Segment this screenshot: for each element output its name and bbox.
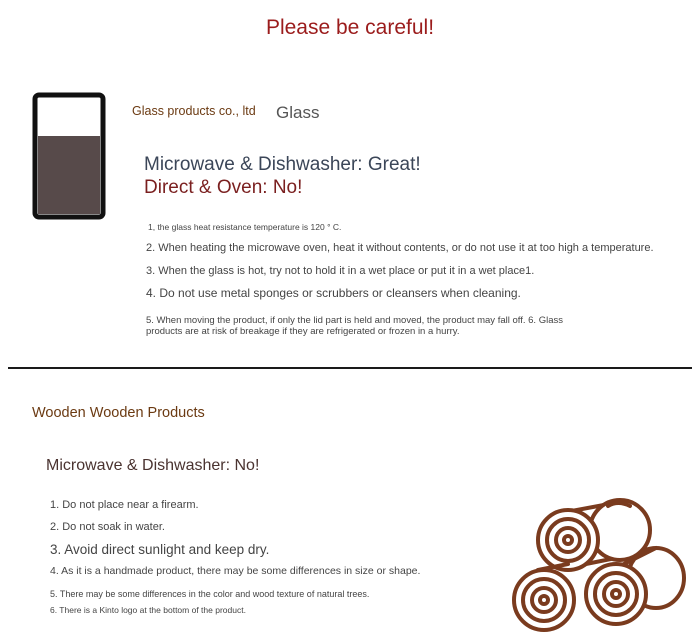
wood-note: 1. Do not place near a firearm.	[50, 499, 199, 511]
wood-logs-icon	[508, 494, 688, 641]
company-name: Glass products co., ltd	[132, 104, 256, 118]
wood-note: 4. As it is a handmade product, there may be some differences in size or shape.	[50, 565, 421, 577]
glass-note: 3. When the glass is hot, try not to hold it in a wet place or put it in a wet place1.	[146, 265, 535, 277]
wood-note: 2. Do not soak in water.	[50, 521, 165, 533]
glass-note: 2. When heating the microwave oven, heat it without contents, or do not use it at too high a temperature.	[146, 242, 654, 254]
glass-note: 1, the glass heat resistance temperature is 120 ° C.	[148, 222, 342, 232]
glass-no-line: Direct & Oven: No!	[144, 177, 303, 198]
glass-note: 5. When moving the product, if only the lid part is held and moved, the product may fall off. 6. Glass products are at risk of breakage if they are refrigerated or frozen in a hurry.	[146, 315, 563, 337]
wood-note: 5. There may be some differences in the color and wood texture of natural trees.	[50, 589, 370, 599]
glass-ok-line: Microwave & Dishwasher: Great!	[144, 154, 421, 175]
wood-section-title: Wooden Wooden Products	[32, 405, 205, 421]
wood-note: 3. Avoid direct sunlight and keep dry.	[50, 542, 270, 557]
glass-label: Glass	[276, 103, 320, 122]
glass-cup-icon	[32, 92, 106, 225]
section-divider	[8, 367, 692, 369]
page-title: Please be careful!	[265, 16, 435, 39]
wood-no-line: Microwave & Dishwasher: No!	[46, 457, 260, 474]
wood-note: 6. There is a Kinto logo at the bottom of the product.	[50, 605, 246, 615]
glass-note: 4. Do not use metal sponges or scrubbers or cleansers when cleaning.	[146, 286, 521, 300]
